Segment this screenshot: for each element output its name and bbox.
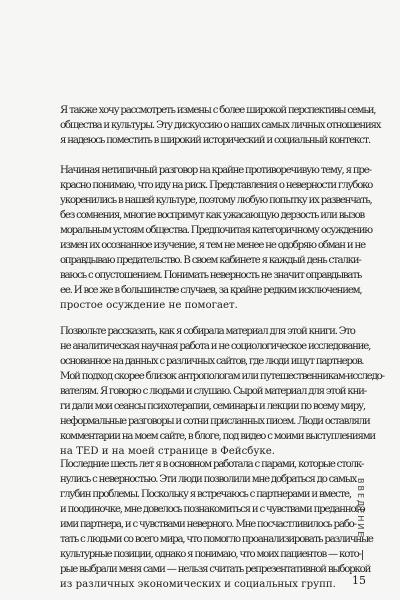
text-line: рые выбрали меня сами — нельзя считать репрезентативной выборкой — [60, 564, 371, 575]
text-line: глубин проблемы. Поскольку я встречаюсь с партнерами и вместе, — [60, 489, 351, 500]
text-line: моральным устоям общества. Предпочитая категоричному осуждению — [60, 225, 372, 236]
text-line: укоренились в нашей культуре, поэтому любую попытку их развенчать, — [60, 195, 372, 206]
paragraph-2 — [60, 163, 373, 313]
text-line: Начиная нетипичный разговор на крайне противоречивую тему, я пре- — [60, 165, 371, 176]
text-line: Я также хочу рассмотреть измены с более широкой перспективы семьи, — [60, 105, 376, 116]
text-line: я надеюсь поместить в широкий исторический и социальный контекст. — [60, 135, 371, 146]
text-line: не аналитическая научная работа и не социологическое исследование, — [60, 341, 371, 352]
text-line: без сомнения, многие воспримут как ужасающую дерзость или вызов — [60, 210, 365, 221]
text-line: красно понимаю, что иду на риск. Представления о неверности глубоко — [60, 180, 373, 191]
text-line: комментарии на моем сайте, в блоге, под видео с моими выступлениями — [60, 431, 376, 442]
text-line: ее. И все же в большинстве случаев, за крайне редким исключением, — [60, 285, 362, 296]
text-line: измен их осознанное изучение, я тем не менее не одобряю обман и не — [60, 240, 365, 251]
text-line: на TED и на моей странице в Фейсбуке. — [60, 446, 276, 457]
running-head: ВВЕДЕНИЕ — [356, 478, 365, 539]
text-line: общества и культуры. Эту дискуссию о наших самых личных отношениях — [60, 120, 381, 131]
paragraph-3 — [60, 324, 384, 459]
text-line: неформальные разговоры и сотни присланных писем. Люди оставляли — [60, 416, 370, 427]
text-line: простое осуждение не помогает. — [60, 300, 238, 311]
text-line: оправдываю предательство. В своем кабинете я каждый день сталки- — [60, 255, 361, 266]
text-line: тать с людьми со всего мира, что помогло проанализировать различные — [60, 534, 373, 545]
text-line: и поодиночке, мне довелось познакомиться и с чувствами преданного — [60, 504, 365, 515]
text-line: ги дали мои сеансы психотерапии, семинары и лекции по всему миру, — [60, 401, 365, 412]
text-line: из различных экономических и социальных групп. — [60, 579, 336, 590]
paragraph-1 — [60, 103, 381, 148]
text-line: культурные позиции, однако я понимаю, что моих пациентов — кото- — [60, 549, 361, 560]
text-line: ваюсь с опустошением. Понимать неверность не значит оправдывать — [60, 270, 362, 281]
text-line: Мой подход скорее близок антропологам или путешественникам-исследо- — [60, 371, 384, 382]
text-line: ими партнера, и с чувствами неверного. Мне посчастливилось рабо- — [60, 519, 356, 530]
text-line: нулись с неверностью. Эти люди позволили мне добраться до самых — [60, 474, 357, 485]
text-line: вателям. Я говорю с людьми и слушаю. Сырой материал для этой кни- — [60, 386, 367, 397]
text-line: Последние шесть лет я в основном работала с парами, которые столк- — [60, 459, 364, 470]
running-head-rule — [362, 550, 363, 560]
text-line: основанное на данных с различных сайтов, где люди ищут партнеров. — [60, 356, 364, 367]
text-line: Позвольте рассказать, как я собирала материал для этой книги. Это — [60, 326, 355, 337]
page-number: 15 — [352, 574, 366, 587]
